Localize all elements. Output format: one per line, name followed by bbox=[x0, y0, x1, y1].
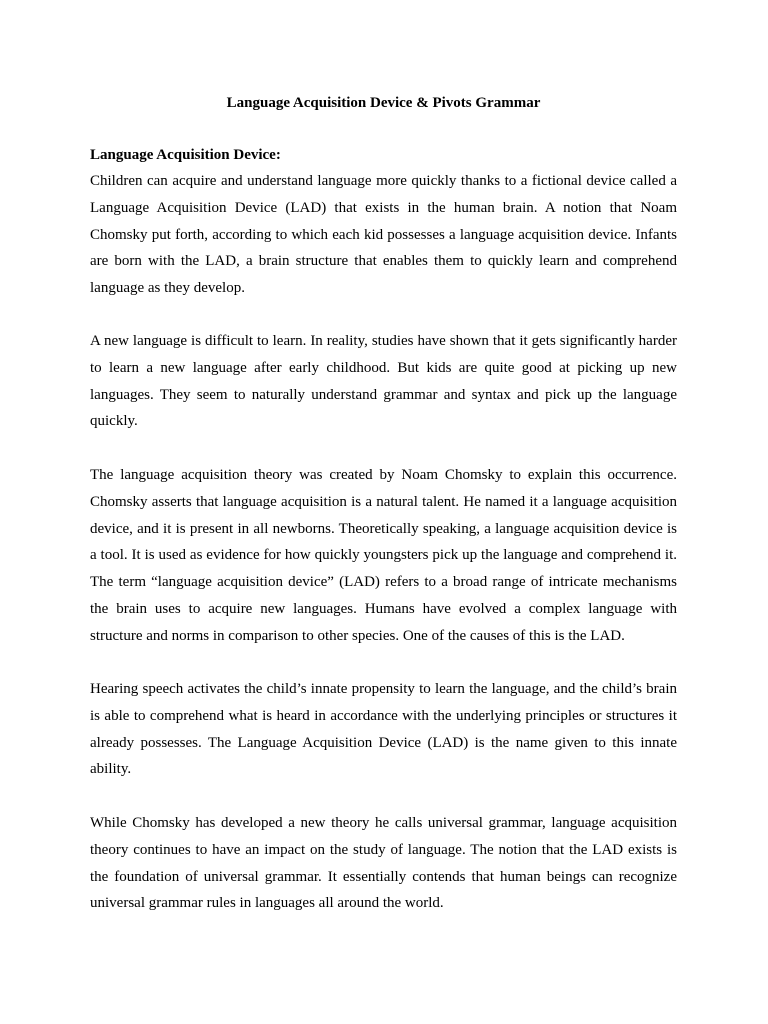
section-heading: Language Acquisition Device: bbox=[90, 147, 281, 163]
paragraph-5: While Chomsky has developed a new theory he calls universal grammar, language acquisition theory continues to have an impact on the study of language. The notion that the LAD exists is the foundation of universal grammar. It essentially contends that human beings can recognize universal grammar rules in languages all around the world. bbox=[90, 815, 677, 912]
document-title: Language Acquisition Device & Pivots Grammar bbox=[226, 95, 541, 111]
paragraph-1: Children can acquire and understand language more quickly thanks to a fictional device called a Language Acquisition Device (LAD) that exists in the human brain. A notion that Noam Chomsky put forth, according to which each kid possesses a language acquisition device. Infants are born with the LAD, a brain structure that enables them to quickly learn and comprehend language as they develop. bbox=[90, 173, 677, 297]
paragraph-3: The language acquisition theory was created by Noam Chomsky to explain this occurrence. Chomsky asserts that language acquisition is a natural talent. He named it a language acquisition device, and it is present in all newborns. Theoretically speaking, a language acquisition device is a tool. It is used as evidence for how quickly youngsters pick up the language and comprehend it. The term “language acquisition device” (LAD) refers to a broad range of intricate mechanisms the brain uses to acquire new languages. Humans have evolved a complex language with structure and norms in comparison to other species. One of the causes of this is the LAD. bbox=[90, 467, 677, 644]
paragraph-4: Hearing speech activates the child’s innate propensity to learn the language, and the child’s brain is able to comprehend what is heard in accordance with the underlying principles or structures it already possesses. The Language Acquisition Device (LAD) is the name given to this innate ability. bbox=[90, 681, 677, 778]
paragraph-2: A new language is difficult to learn. In reality, studies have shown that it gets significantly harder to learn a new language after early childhood. But kids are quite good at picking up new languages. They seem to naturally understand grammar and syntax and pick up the language quickly. bbox=[90, 333, 677, 430]
